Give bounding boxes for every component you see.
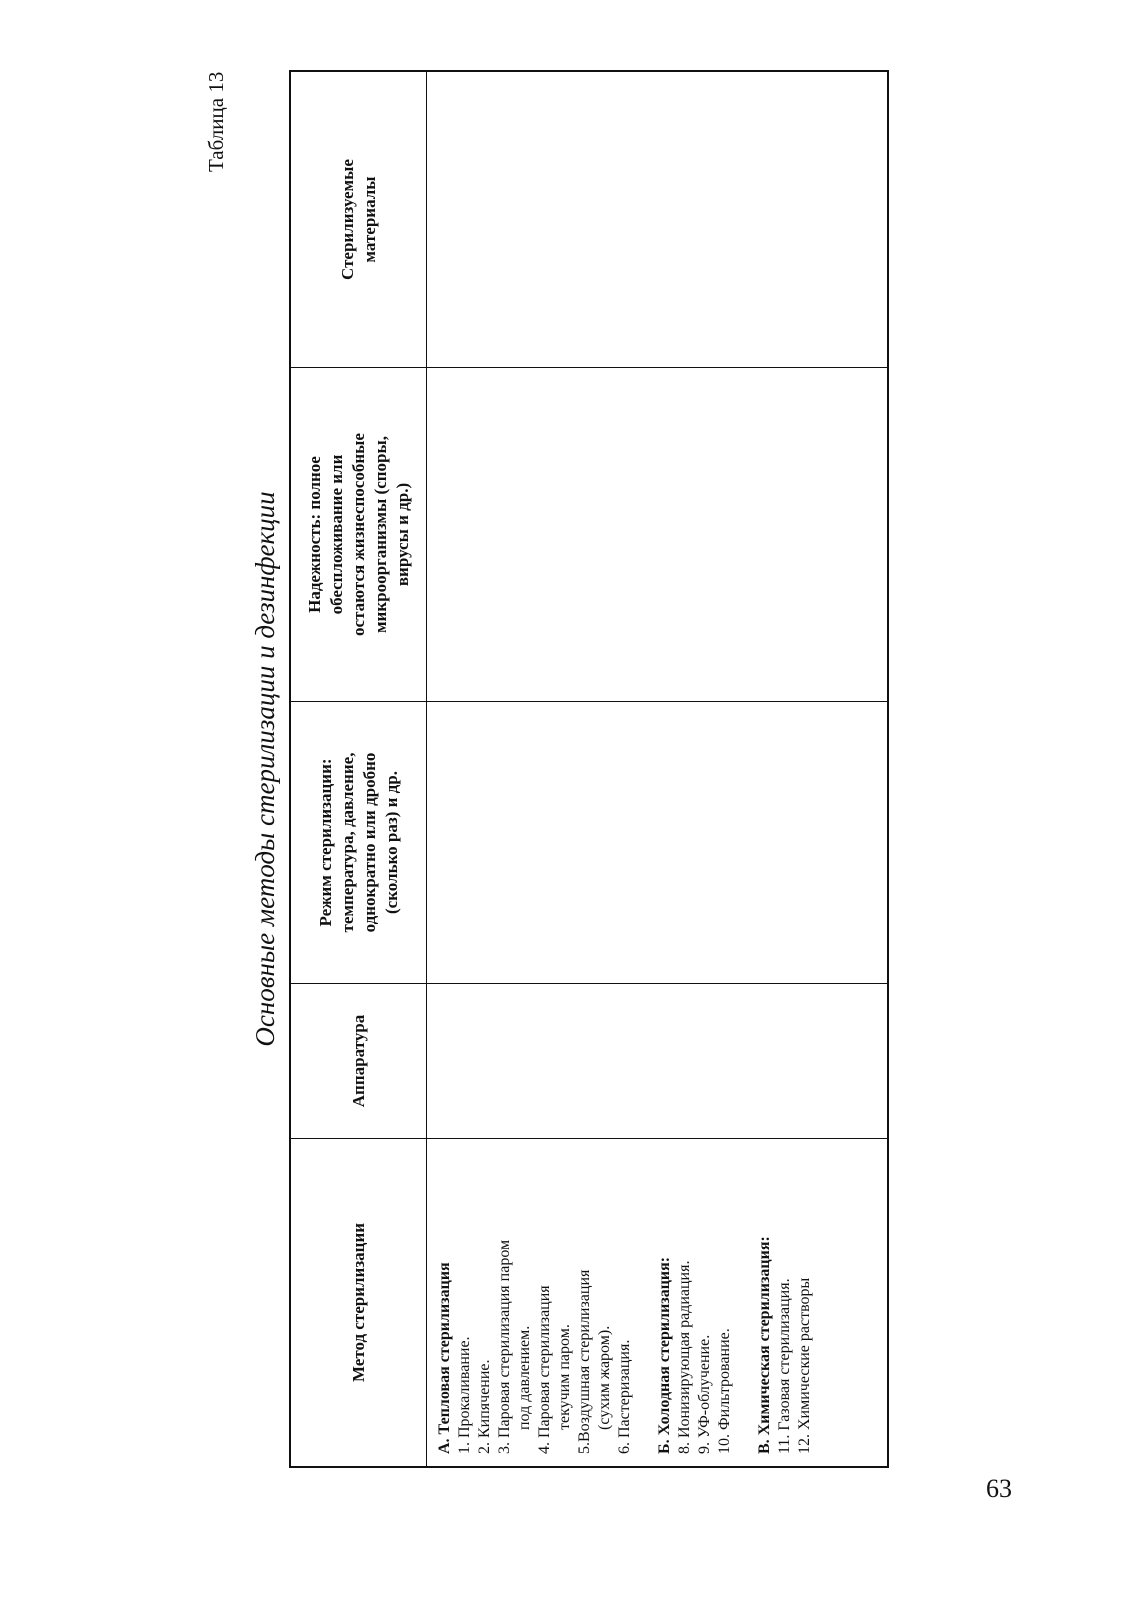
chemical-group-title: В. Химическая стерилизация:: [756, 1236, 773, 1454]
equipment-cell: [427, 983, 887, 1138]
header-materials: Стерилизуемые материалы: [291, 72, 427, 367]
method-item: 10. Фильтрование.: [716, 1328, 733, 1454]
method-item: 4. Паровая стерилизация: [536, 1285, 553, 1454]
method-item: 12. Химические растворы: [796, 1277, 813, 1454]
cold-group-title: Б. Холодная стерилизация:: [656, 1256, 673, 1454]
header-method: Метод стерилизации: [291, 1138, 427, 1466]
header-reliability: Надежность: полное обеспложивание или остаются жизнеспособные микроорганизмы (споры, вирусы и др.): [291, 367, 427, 701]
method-item: 3. Паровая стерилизация паром: [496, 1239, 513, 1454]
method-list: [427, 1138, 887, 1466]
method-item: 6. Пастеризация.: [616, 1339, 633, 1454]
page-number: 63: [986, 1474, 1012, 1503]
method-item-continuation: текучим паром.: [556, 1324, 573, 1430]
reliability-cell: [427, 367, 887, 701]
materials-cell: [427, 72, 887, 367]
header-equipment: Аппаратура: [291, 983, 427, 1138]
method-item: 2. Кипячение.: [476, 1359, 493, 1454]
document-title: Основные методы стерилизации и дезинфекции: [250, 491, 280, 1047]
sterilization-methods-table: [289, 70, 889, 1468]
mode-cell: [427, 701, 887, 983]
method-item-continuation: под давлением.: [516, 1325, 533, 1430]
table-label: Таблица 13: [204, 71, 228, 172]
rotated-table-page: [198, 70, 898, 1468]
method-item: 8. Ионизирующая радиация.: [676, 1260, 693, 1454]
method-item: 9. УФ-облучение.: [696, 1334, 713, 1454]
header-mode: Режим стерилизации: температура, давление, однократно или дробно (сколько раз) и др.: [291, 701, 427, 983]
method-item: 5.Воздушная стерилизация: [576, 1269, 593, 1454]
method-item: 1. Прокаливание.: [456, 1336, 473, 1454]
method-item-continuation: (сухим жаром).: [596, 1325, 613, 1430]
method-item: 11. Газовая стерилизация.: [776, 1278, 793, 1454]
thermal-group-title: А. Тепловая стерилизация: [436, 1262, 453, 1454]
